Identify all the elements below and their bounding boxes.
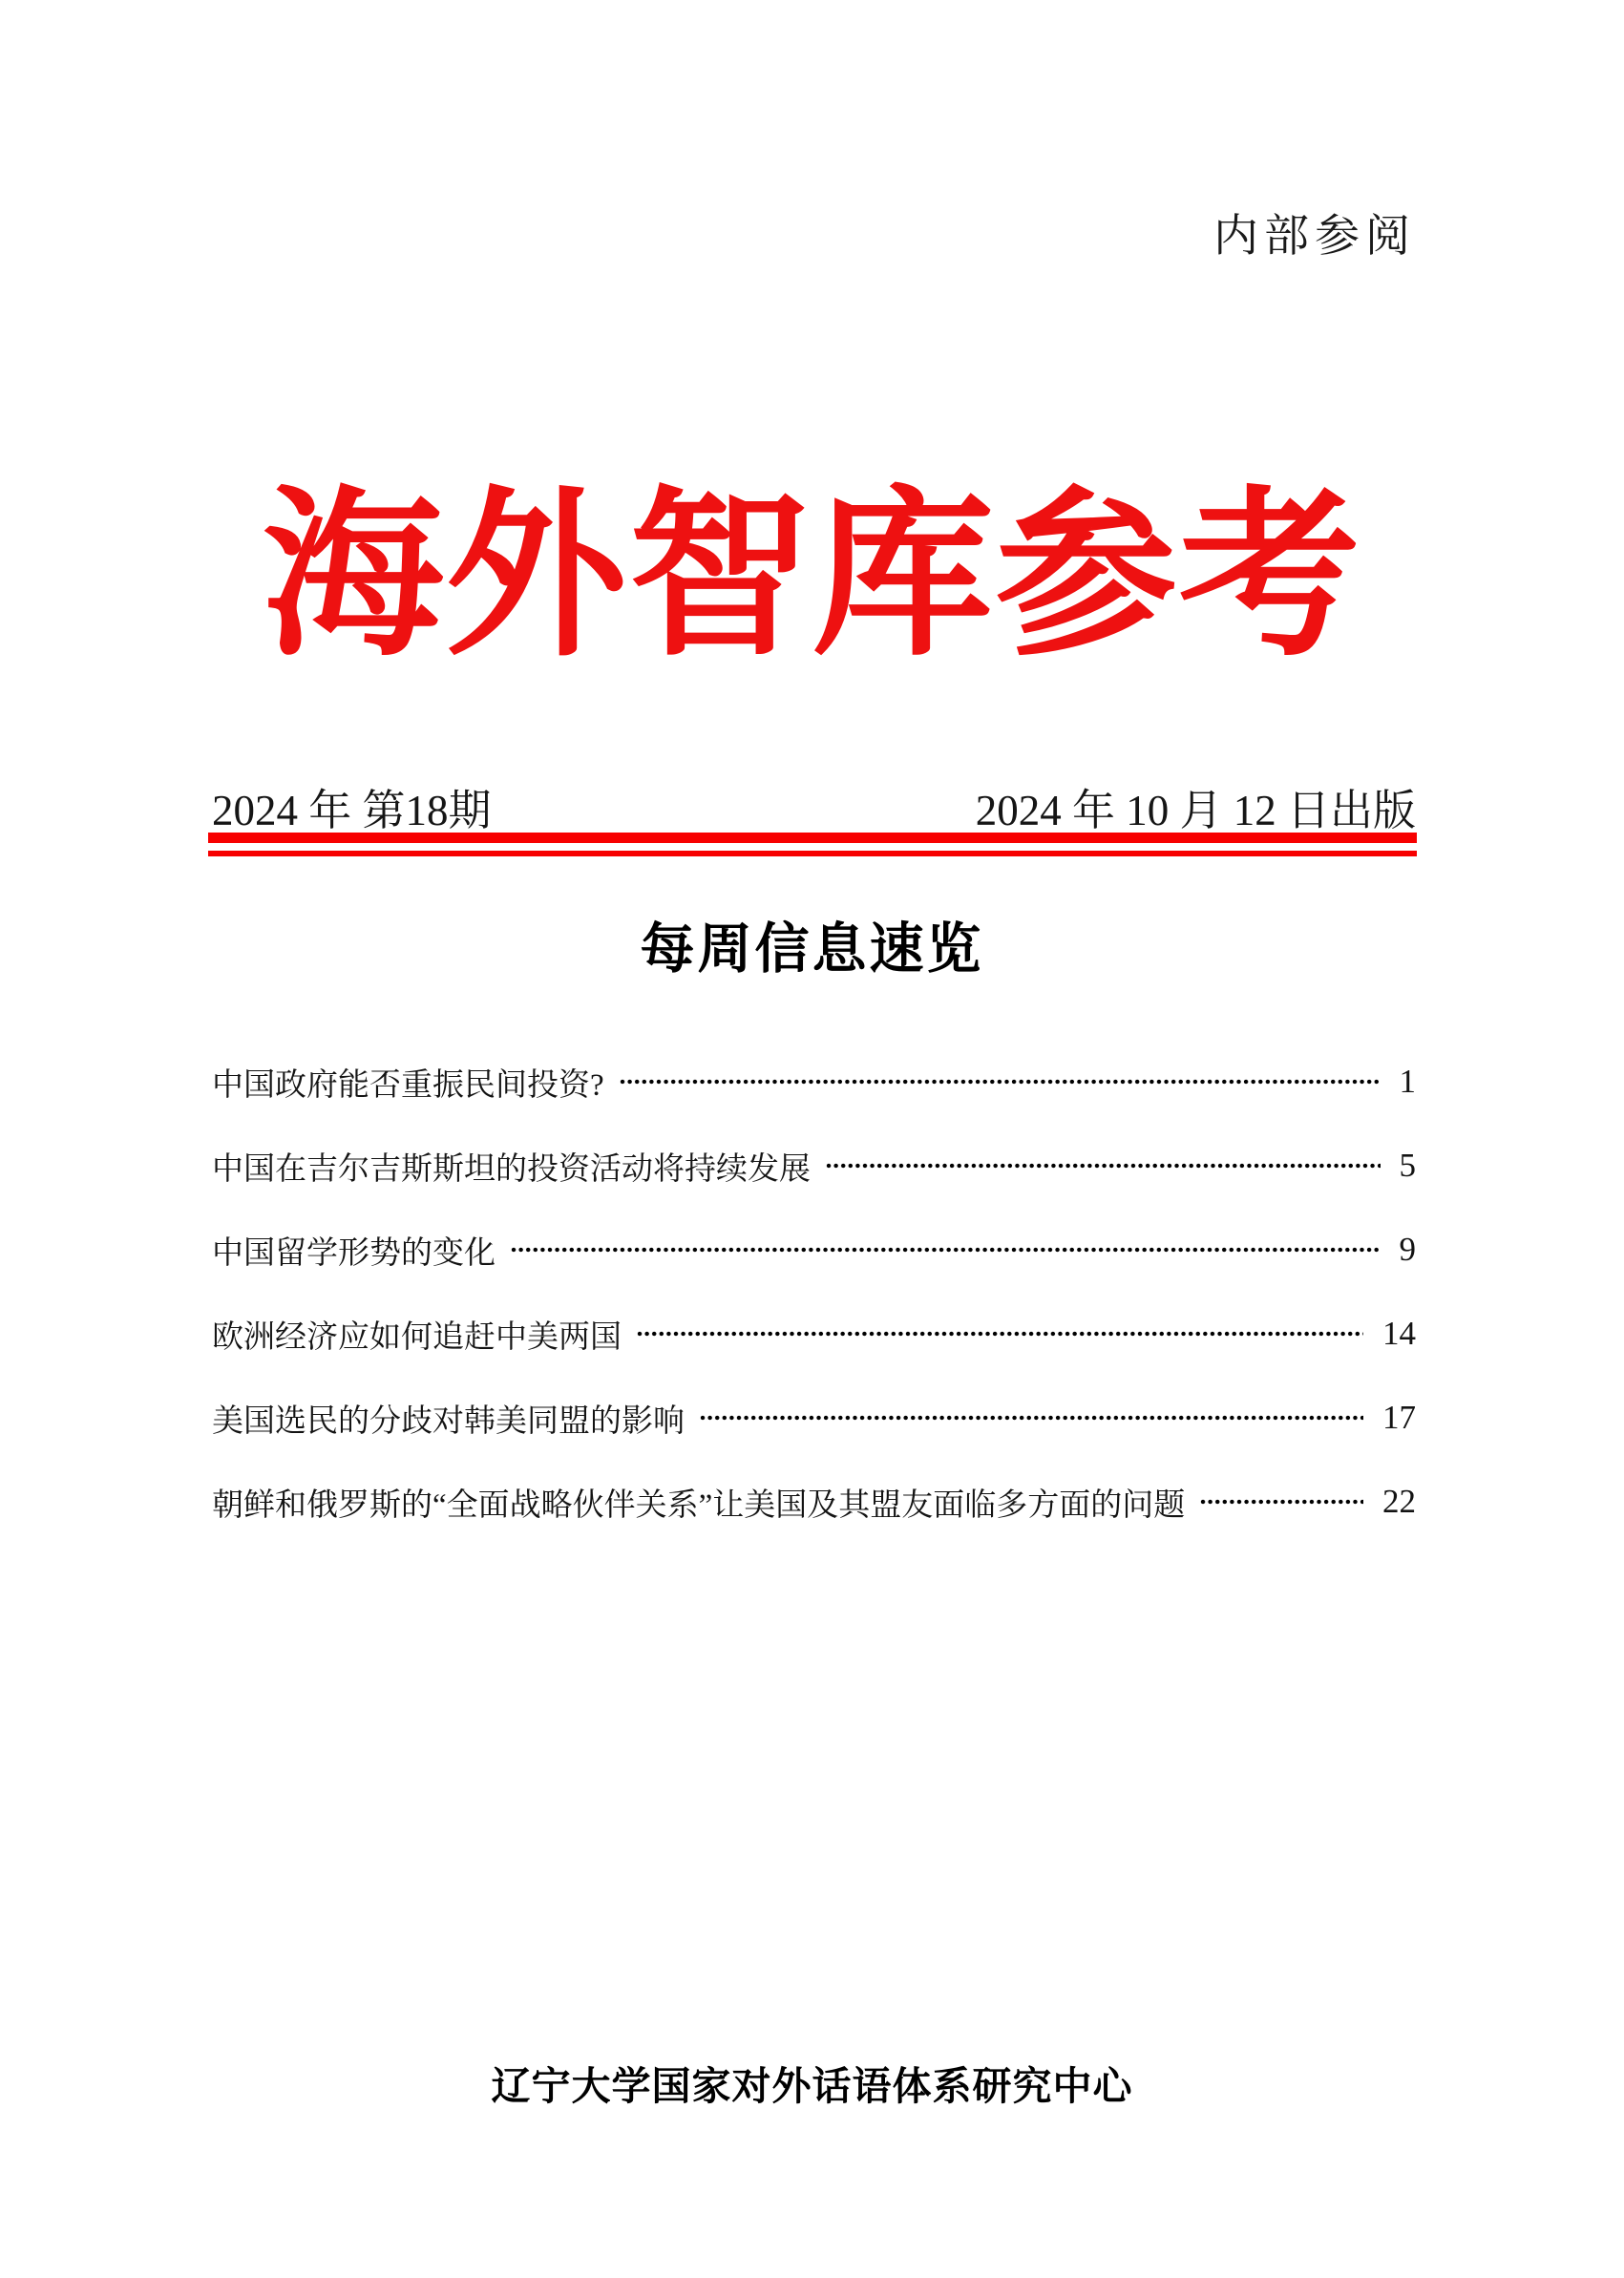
dot-leader <box>826 1163 1381 1169</box>
toc-entry-page-number: 1 <box>1399 1063 1416 1100</box>
table-of-contents <box>212 1064 1416 1568</box>
toc-entry-page-number: 9 <box>1399 1231 1416 1268</box>
internal-reference-note: 内部参阅 <box>1213 212 1416 262</box>
toc-entry-page-number: 17 <box>1382 1399 1416 1436</box>
dot-leader <box>620 1079 1381 1085</box>
dot-leader <box>1200 1499 1363 1505</box>
issue-info-row <box>212 775 1416 837</box>
toc-entry-title: 中国留学形势的变化 <box>212 1235 496 1271</box>
issue-number: 2024 年 第18期 <box>212 787 492 834</box>
dot-leader <box>511 1247 1381 1253</box>
toc-entry-page-number: 14 <box>1382 1315 1416 1352</box>
toc-entry <box>212 1399 1416 1439</box>
toc-entry <box>212 1483 1416 1523</box>
toc-entry-title: 中国政府能否重振民间投资? <box>212 1067 604 1103</box>
toc-entry-title: 中国在吉尔吉斯斯坦的投资活动将持续发展 <box>212 1151 811 1187</box>
publish-date: 2024 年 10 月 12 日出版 <box>975 787 1416 834</box>
masthead-title: 海外智库参考 <box>262 477 1362 678</box>
red-double-rule <box>208 833 1417 856</box>
publisher-name: 辽宁大学国家对外话语体系研究中心 <box>491 2063 1133 2109</box>
dot-leader <box>637 1331 1363 1337</box>
toc-entry <box>212 1231 1416 1271</box>
toc-entry <box>212 1063 1416 1103</box>
toc-entry <box>212 1315 1416 1355</box>
section-heading: 每周信息速览 <box>640 918 984 981</box>
toc-entry <box>212 1147 1416 1187</box>
toc-entry-page-number: 22 <box>1382 1483 1416 1520</box>
toc-entry-page-number: 5 <box>1399 1147 1416 1184</box>
dot-leader <box>700 1415 1363 1421</box>
toc-entry-title: 美国选民的分歧对韩美同盟的影响 <box>212 1403 685 1439</box>
toc-entry-title: 朝鲜和俄罗斯的“全面战略伙伴关系”让美国及其盟友面临多方面的问题 <box>212 1487 1186 1523</box>
toc-entry-title: 欧洲经济应如何追赶中美两国 <box>212 1319 622 1355</box>
